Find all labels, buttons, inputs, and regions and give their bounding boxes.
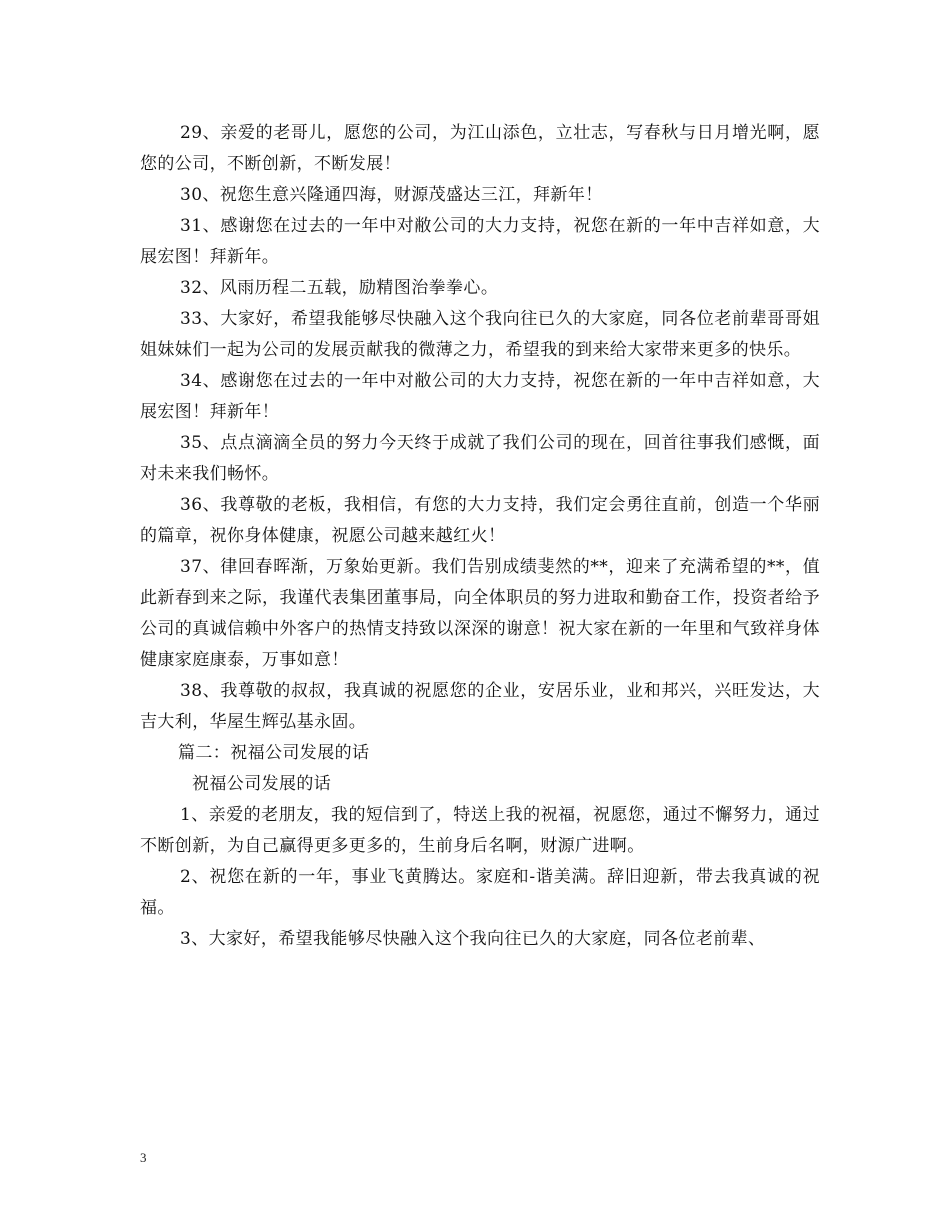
paragraph-33: 33、大家好，希望我能够尽快融入这个我向往已久的大家庭，同各位老前辈哥哥姐姐妹妹们一起为公司的发展贡献我的微薄之力，希望我的到来给大家带来更多的快乐。 xyxy=(140,309,820,360)
paragraph-30: 30、祝您生意兴隆通四海，财源茂盛达三江，拜新年！ xyxy=(180,185,603,205)
paragraph-34: 34、感谢您在过去的一年中对敝公司的大力支持，祝您在新的一年中吉祥如意，大展宏图！拜新年！ xyxy=(140,371,820,422)
paragraph-35: 35、点点滴滴全员的努力今天终于成就了我们公司的现在，回首往事我们感慨，面对未来我们畅怀。 xyxy=(140,433,820,484)
section-paragraph-3: 3、大家好，希望我能够尽快融入这个我向往已久的大家庭，同各位老前辈、 xyxy=(180,929,766,949)
section-paragraph-2: 2、祝您在新的一年，事业飞黄腾达。家庭和-谐美满。辞旧迎新，带去我真诚的祝福。 xyxy=(140,867,820,918)
paragraph-32: 32、风雨历程二五载，励精图治拳拳心。 xyxy=(180,278,499,298)
paragraph-36: 36、我尊敬的老板，我相信，有您的大力支持，我们定会勇往直前，创造一个华丽的篇章，祝你身体健康，祝愿公司越来越红火！ xyxy=(140,495,820,546)
paragraph-37: 37、律回春晖渐，万象始更新。我们告别成绩斐然的**，迎来了充满希望的**，值此新春到来之际，我谨代表集团董事局，向全体职员的努力进取和勤奋工作，投资者给予公司的真诚信赖中外客户的热情支持致以深深的谢意！祝大家在新的一年里和气致祥身体健康家庭康泰，万事如意！ xyxy=(140,557,820,670)
paragraph-31: 31、感谢您在过去的一年中对敝公司的大力支持，祝您在新的一年中吉祥如意，大展宏图！拜新年。 xyxy=(140,216,820,267)
section-heading: 篇二：祝福公司发展的话 xyxy=(178,743,370,763)
section-paragraph-1: 1、亲爱的老朋友，我的短信到了，特送上我的祝福，祝愿您，通过不懈努力，通过不断创新，为自己赢得更多更多的，生前身后名啊，财源广进啊。 xyxy=(140,805,820,856)
page-number: 3 xyxy=(140,1150,147,1165)
paragraph-38: 38、我尊敬的叔叔，我真诚的祝愿您的企业，安居乐业，业和邦兴，兴旺发达，大吉大利，华屋生辉弘基永固。 xyxy=(140,681,820,732)
section-subheading: 祝福公司发展的话 xyxy=(192,774,332,794)
document-body xyxy=(140,118,820,955)
paragraph-29: 29、亲爱的老哥儿，愿您的公司，为江山添色，立壮志，写春秋与日月增光啊，愿您的公司，不断创新，不断发展！ xyxy=(140,123,820,174)
